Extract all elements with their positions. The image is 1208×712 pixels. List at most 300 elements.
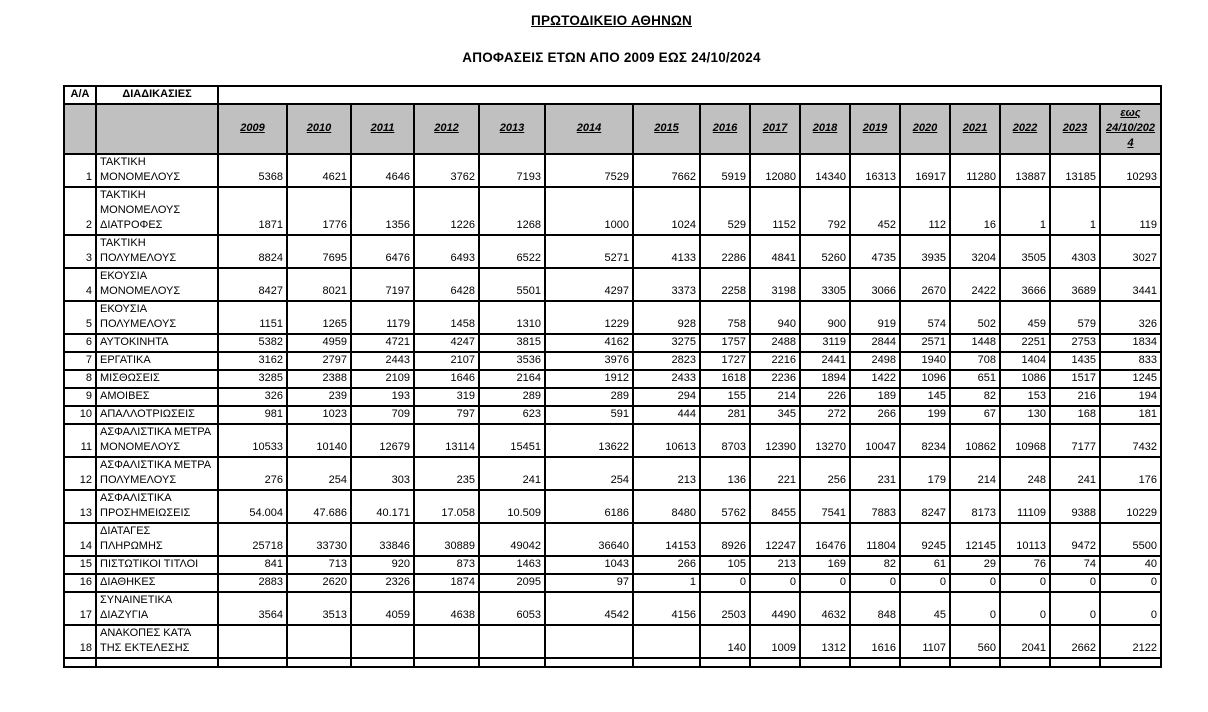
- value-cell: 574: [900, 301, 950, 334]
- procedure-label: ΑΣΦΑΛΙΣΤΙΚΑ ΠΡΟΣΗΜΕΙΩΣΕΙΣ: [96, 490, 218, 523]
- value-cell: 1834: [1100, 334, 1161, 352]
- value-cell: 1940: [900, 352, 950, 370]
- page-subtitle: [63, 50, 1160, 65]
- value-cell: 2326: [351, 574, 414, 592]
- year-header: 2019: [850, 104, 900, 154]
- value-cell: 289: [479, 388, 545, 406]
- value-cell: 7541: [800, 490, 850, 523]
- year-header: 2016: [700, 104, 750, 154]
- value-cell: 5919: [700, 154, 750, 187]
- value-cell: 1727: [700, 352, 750, 370]
- value-cell: 16: [950, 187, 1000, 235]
- value-cell: 145: [900, 388, 950, 406]
- value-cell: 2844: [850, 334, 900, 352]
- empty-cell: [287, 658, 351, 667]
- value-cell: 9388: [1050, 490, 1100, 523]
- value-cell: 1: [1000, 187, 1050, 235]
- value-cell: 4735: [850, 235, 900, 268]
- value-cell: 7177: [1050, 424, 1100, 457]
- value-cell: 10113: [1000, 523, 1050, 556]
- value-cell: 5382: [218, 334, 287, 352]
- value-cell: 294: [633, 388, 700, 406]
- value-cell: 1463: [479, 556, 545, 574]
- value-cell: 266: [850, 406, 900, 424]
- value-cell: 1422: [850, 370, 900, 388]
- value-cell: 189: [850, 388, 900, 406]
- value-cell: 0: [950, 574, 1000, 592]
- table-body: [64, 86, 1161, 667]
- year-header-row: [64, 104, 1161, 154]
- value-cell: 74: [1050, 556, 1100, 574]
- value-cell: 12679: [351, 424, 414, 457]
- value-cell: 0: [1000, 574, 1050, 592]
- value-cell: 2670: [900, 268, 950, 301]
- value-cell: 1448: [950, 334, 1000, 352]
- value-cell: 4959: [287, 334, 351, 352]
- row-number: 14: [64, 523, 96, 556]
- table-row: [64, 574, 1161, 592]
- value-cell: 2498: [850, 352, 900, 370]
- value-cell: 8480: [633, 490, 700, 523]
- value-cell: 47.686: [287, 490, 351, 523]
- table-row: [64, 301, 1161, 334]
- value-cell: 1874: [414, 574, 479, 592]
- value-cell: 6428: [414, 268, 479, 301]
- value-cell: 444: [633, 406, 700, 424]
- empty-cell: [750, 658, 800, 667]
- value-cell: 1152: [750, 187, 800, 235]
- value-cell: 82: [950, 388, 1000, 406]
- empty-cell: [1050, 658, 1100, 667]
- table-row: [64, 490, 1161, 523]
- value-cell: 900: [800, 301, 850, 334]
- row-number: 1: [64, 154, 96, 187]
- procedure-label: ΤΑΚΤΙΚΗ ΜΟΝΟΜΕΛΟΥΣ ΔΙΑΤΡΟΦΕΣ: [96, 187, 218, 235]
- procedure-label: ΠΙΣΤΩΤΙΚΟΙ ΤΙΤΛΟΙ: [96, 556, 218, 574]
- value-cell: 1226: [414, 187, 479, 235]
- value-cell: 61: [900, 556, 950, 574]
- value-cell: 13887: [1000, 154, 1050, 187]
- row-number: 11: [64, 424, 96, 457]
- value-cell: 4297: [545, 268, 633, 301]
- value-cell: 11280: [950, 154, 1000, 187]
- procedure-label: ΑΠΑΛΛΟΤΡΙΩΣΕΙΣ: [96, 406, 218, 424]
- value-cell: 3762: [414, 154, 479, 187]
- header-spacer: [218, 86, 1161, 104]
- value-cell: 14153: [633, 523, 700, 556]
- value-cell: 6053: [479, 592, 545, 625]
- value-cell: 17.058: [414, 490, 479, 523]
- value-cell: 502: [950, 301, 1000, 334]
- value-cell: 136: [700, 457, 750, 490]
- value-cell: 7432: [1100, 424, 1161, 457]
- empty-cell: [850, 658, 900, 667]
- value-cell: 235: [414, 457, 479, 490]
- value-cell: 241: [479, 457, 545, 490]
- value-cell: 153: [1000, 388, 1050, 406]
- value-cell: 1894: [800, 370, 850, 388]
- value-cell: 10293: [1100, 154, 1161, 187]
- year-header: 2009: [218, 104, 287, 154]
- value-cell: 1616: [850, 625, 900, 658]
- value-cell: 1757: [700, 334, 750, 352]
- value-cell: 8021: [287, 268, 351, 301]
- value-cell: 3505: [1000, 235, 1050, 268]
- value-cell: 10047: [850, 424, 900, 457]
- value-cell: 4162: [545, 334, 633, 352]
- value-cell: 1265: [287, 301, 351, 334]
- value-cell: 797: [414, 406, 479, 424]
- value-cell: 1: [633, 574, 700, 592]
- value-cell: 13270: [800, 424, 850, 457]
- value-cell: 529: [700, 187, 750, 235]
- value-cell: 0: [1100, 592, 1161, 625]
- value-cell: 214: [750, 388, 800, 406]
- value-cell: 4646: [351, 154, 414, 187]
- year-header: 2023: [1050, 104, 1100, 154]
- value-cell: [351, 625, 414, 658]
- value-cell: 40: [1100, 556, 1161, 574]
- value-cell: 591: [545, 406, 633, 424]
- row-number: 13: [64, 490, 96, 523]
- value-cell: 326: [1100, 301, 1161, 334]
- value-cell: 226: [800, 388, 850, 406]
- value-cell: 16917: [900, 154, 950, 187]
- value-cell: 266: [633, 556, 700, 574]
- index-header-spacer-cell: [64, 104, 96, 154]
- value-cell: 841: [218, 556, 287, 574]
- value-cell: 2122: [1100, 625, 1161, 658]
- value-cell: 3666: [1000, 268, 1050, 301]
- value-cell: [479, 625, 545, 658]
- value-cell: 2488: [750, 334, 800, 352]
- value-cell: 3162: [218, 352, 287, 370]
- row-number: 7: [64, 352, 96, 370]
- value-cell: 1000: [545, 187, 633, 235]
- procedure-label: ΑΥΤΟΚΙΝΗΤΑ: [96, 334, 218, 352]
- value-cell: 1458: [414, 301, 479, 334]
- value-cell: 33730: [287, 523, 351, 556]
- value-cell: 0: [1100, 574, 1161, 592]
- value-cell: 194: [1100, 388, 1161, 406]
- empty-cell: [479, 658, 545, 667]
- table-row: [64, 388, 1161, 406]
- year-header: 2021: [950, 104, 1000, 154]
- value-cell: 155: [700, 388, 750, 406]
- value-cell: 0: [1050, 592, 1100, 625]
- value-cell: 179: [900, 457, 950, 490]
- value-cell: 2388: [287, 370, 351, 388]
- empty-cell: [900, 658, 950, 667]
- table-row: [64, 424, 1161, 457]
- value-cell: 11109: [1000, 490, 1050, 523]
- procedures-column-header: ΔΙΑΔΙΚΑΣΙΕΣ: [96, 86, 218, 104]
- value-cell: 2258: [700, 268, 750, 301]
- empty-cell: [633, 658, 700, 667]
- table-row: [64, 268, 1161, 301]
- procedure-label: ΤΑΚΤΙΚΗ ΠΟΛΥΜΕΛΟΥΣ: [96, 235, 218, 268]
- value-cell: 15451: [479, 424, 545, 457]
- value-cell: 1043: [545, 556, 633, 574]
- value-cell: 112: [900, 187, 950, 235]
- value-cell: 12247: [750, 523, 800, 556]
- procedure-label: ΤΑΚΤΙΚΗ ΜΟΝΟΜΕΛΟΥΣ: [96, 154, 218, 187]
- value-cell: 97: [545, 574, 633, 592]
- value-cell: 4841: [750, 235, 800, 268]
- value-cell: 579: [1050, 301, 1100, 334]
- value-cell: 10862: [950, 424, 1000, 457]
- year-header: 2010: [287, 104, 351, 154]
- value-cell: 12080: [750, 154, 800, 187]
- value-cell: 873: [414, 556, 479, 574]
- value-cell: 2823: [633, 352, 700, 370]
- value-cell: 29: [950, 556, 1000, 574]
- value-cell: 2109: [351, 370, 414, 388]
- value-cell: 12145: [950, 523, 1000, 556]
- value-cell: 1871: [218, 187, 287, 235]
- procedure-label: ΜΙΣΘΩΣΕΙΣ: [96, 370, 218, 388]
- value-cell: 3689: [1050, 268, 1100, 301]
- value-cell: 1023: [287, 406, 351, 424]
- value-cell: 241: [1050, 457, 1100, 490]
- value-cell: 8234: [900, 424, 950, 457]
- value-cell: 2503: [700, 592, 750, 625]
- table-row: [64, 370, 1161, 388]
- table-row: [64, 592, 1161, 625]
- value-cell: 3305: [800, 268, 850, 301]
- value-cell: 7197: [351, 268, 414, 301]
- procedure-label: ΑΝΑΚΟΠΕΣ ΚΑΤΆ ΤΗΣ ΕΚΤΕΛΕΣΗΣ: [96, 625, 218, 658]
- value-cell: 1356: [351, 187, 414, 235]
- value-cell: 10140: [287, 424, 351, 457]
- value-cell: 248: [1000, 457, 1050, 490]
- value-cell: 2422: [950, 268, 1000, 301]
- value-cell: 623: [479, 406, 545, 424]
- value-cell: 303: [351, 457, 414, 490]
- value-cell: 3066: [850, 268, 900, 301]
- value-cell: 713: [287, 556, 351, 574]
- value-cell: 199: [900, 406, 950, 424]
- value-cell: 256: [800, 457, 850, 490]
- value-cell: 16476: [800, 523, 850, 556]
- value-cell: 4490: [750, 592, 800, 625]
- value-cell: 76: [1000, 556, 1050, 574]
- value-cell: 13114: [414, 424, 479, 457]
- value-cell: 10533: [218, 424, 287, 457]
- value-cell: 2164: [479, 370, 545, 388]
- value-cell: 848: [850, 592, 900, 625]
- value-cell: 920: [351, 556, 414, 574]
- value-cell: 1229: [545, 301, 633, 334]
- empty-cell: [1100, 658, 1161, 667]
- empty-cell: [950, 658, 1000, 667]
- page-title: [63, 13, 1160, 28]
- value-cell: 326: [218, 388, 287, 406]
- year-header: 2013: [479, 104, 545, 154]
- value-cell: 221: [750, 457, 800, 490]
- title-block: [63, 13, 1160, 65]
- value-cell: 3198: [750, 268, 800, 301]
- value-cell: 3373: [633, 268, 700, 301]
- value-cell: 3976: [545, 352, 633, 370]
- value-cell: [545, 625, 633, 658]
- value-cell: 1268: [479, 187, 545, 235]
- value-cell: 1086: [1000, 370, 1050, 388]
- value-cell: 1517: [1050, 370, 1100, 388]
- final-year-header-line1: εως: [1120, 107, 1141, 119]
- value-cell: 928: [633, 301, 700, 334]
- year-header: 2022: [1000, 104, 1050, 154]
- empty-cell: [545, 658, 633, 667]
- value-cell: 4632: [800, 592, 850, 625]
- procedure-label: ΔΙΑΤΑΓΕΣ ΠΛΗΡΩΜΗΣ: [96, 523, 218, 556]
- year-header: 2011: [351, 104, 414, 154]
- value-cell: 82: [850, 556, 900, 574]
- value-cell: 7662: [633, 154, 700, 187]
- year-header: 2015: [633, 104, 700, 154]
- value-cell: 4247: [414, 334, 479, 352]
- table-row: [64, 187, 1161, 235]
- value-cell: [633, 625, 700, 658]
- row-number: 5: [64, 301, 96, 334]
- procedure-label: ΕΚΟΥΣΙΑ ΠΟΛΥΜΕΛΟΥΣ: [96, 301, 218, 334]
- value-cell: 981: [218, 406, 287, 424]
- value-cell: 272: [800, 406, 850, 424]
- procedure-label: ΑΣΦΑΛΙΣΤΙΚΑ ΜΕΤΡΑ ΜΟΝΟΜΕΛΟΥΣ: [96, 424, 218, 457]
- value-cell: [218, 625, 287, 658]
- procedure-label: ΑΜΟΙΒΕΣ: [96, 388, 218, 406]
- table-row: [64, 406, 1161, 424]
- value-cell: 0: [950, 592, 1000, 625]
- value-cell: 8703: [700, 424, 750, 457]
- row-number: 9: [64, 388, 96, 406]
- row-number: 4: [64, 268, 96, 301]
- value-cell: 4638: [414, 592, 479, 625]
- value-cell: [414, 625, 479, 658]
- value-cell: 49042: [479, 523, 545, 556]
- row-number: 2: [64, 187, 96, 235]
- value-cell: 13622: [545, 424, 633, 457]
- value-cell: 239: [287, 388, 351, 406]
- value-cell: 30889: [414, 523, 479, 556]
- value-cell: 4621: [287, 154, 351, 187]
- value-cell: 8247: [900, 490, 950, 523]
- value-cell: 833: [1100, 352, 1161, 370]
- value-cell: 40.171: [351, 490, 414, 523]
- value-cell: 2433: [633, 370, 700, 388]
- value-cell: 708: [950, 352, 1000, 370]
- value-cell: 16313: [850, 154, 900, 187]
- value-cell: 67: [950, 406, 1000, 424]
- procedure-label: ΕΡΓΑΤΙΚΑ: [96, 352, 218, 370]
- value-cell: [287, 625, 351, 658]
- value-cell: 560: [950, 625, 1000, 658]
- value-cell: 254: [287, 457, 351, 490]
- value-cell: 169: [800, 556, 850, 574]
- corner-header-row: [64, 86, 1161, 104]
- value-cell: 319: [414, 388, 479, 406]
- value-cell: 2095: [479, 574, 545, 592]
- value-cell: 3441: [1100, 268, 1161, 301]
- value-cell: 5500: [1100, 523, 1161, 556]
- value-cell: 2107: [414, 352, 479, 370]
- value-cell: 105: [700, 556, 750, 574]
- value-cell: 10968: [1000, 424, 1050, 457]
- value-cell: 33846: [351, 523, 414, 556]
- empty-cell: [700, 658, 750, 667]
- value-cell: 9245: [900, 523, 950, 556]
- procedure-label: ΕΚΟΥΣΙΑ ΜΟΝΟΜΕΛΟΥΣ: [96, 268, 218, 301]
- row-number: 15: [64, 556, 96, 574]
- value-cell: 6476: [351, 235, 414, 268]
- table-row: [64, 556, 1161, 574]
- value-cell: 11804: [850, 523, 900, 556]
- value-cell: 3935: [900, 235, 950, 268]
- value-cell: 231: [850, 457, 900, 490]
- value-cell: 6186: [545, 490, 633, 523]
- value-cell: 1646: [414, 370, 479, 388]
- value-cell: 8427: [218, 268, 287, 301]
- value-cell: 45: [900, 592, 950, 625]
- value-cell: 13185: [1050, 154, 1100, 187]
- row-number: 3: [64, 235, 96, 268]
- value-cell: 2571: [900, 334, 950, 352]
- value-cell: 3204: [950, 235, 1000, 268]
- value-cell: 10229: [1100, 490, 1161, 523]
- value-cell: 8926: [700, 523, 750, 556]
- value-cell: 2251: [1000, 334, 1050, 352]
- value-cell: 2620: [287, 574, 351, 592]
- value-cell: 181: [1100, 406, 1161, 424]
- value-cell: 758: [700, 301, 750, 334]
- value-cell: 5762: [700, 490, 750, 523]
- value-cell: 2236: [750, 370, 800, 388]
- table-row: [64, 334, 1161, 352]
- value-cell: 4542: [545, 592, 633, 625]
- value-cell: 7883: [850, 490, 900, 523]
- procedure-label: ΔΙΑΘΗΚΕΣ: [96, 574, 218, 592]
- value-cell: 3815: [479, 334, 545, 352]
- value-cell: 2216: [750, 352, 800, 370]
- value-cell: 214: [950, 457, 1000, 490]
- value-cell: 289: [545, 388, 633, 406]
- value-cell: 452: [850, 187, 900, 235]
- year-header: 2017: [750, 104, 800, 154]
- value-cell: 3027: [1100, 235, 1161, 268]
- value-cell: 4133: [633, 235, 700, 268]
- value-cell: 216: [1050, 388, 1100, 406]
- empty-cell: [96, 658, 218, 667]
- row-number: 16: [64, 574, 96, 592]
- row-number: 17: [64, 592, 96, 625]
- value-cell: 0: [850, 574, 900, 592]
- value-cell: 0: [750, 574, 800, 592]
- value-cell: 0: [800, 574, 850, 592]
- year-header: 2012: [414, 104, 479, 154]
- row-number: 10: [64, 406, 96, 424]
- value-cell: 1618: [700, 370, 750, 388]
- value-cell: 5368: [218, 154, 287, 187]
- page-title-text: ΠΡΩΤΟΔΙΚΕΙΟ ΑΘΗΝΩΝ: [531, 13, 692, 28]
- value-cell: 345: [750, 406, 800, 424]
- value-cell: 5260: [800, 235, 850, 268]
- value-cell: 1912: [545, 370, 633, 388]
- value-cell: 7695: [287, 235, 351, 268]
- value-cell: 3119: [800, 334, 850, 352]
- value-cell: 3536: [479, 352, 545, 370]
- value-cell: 1404: [1000, 352, 1050, 370]
- value-cell: 10.509: [479, 490, 545, 523]
